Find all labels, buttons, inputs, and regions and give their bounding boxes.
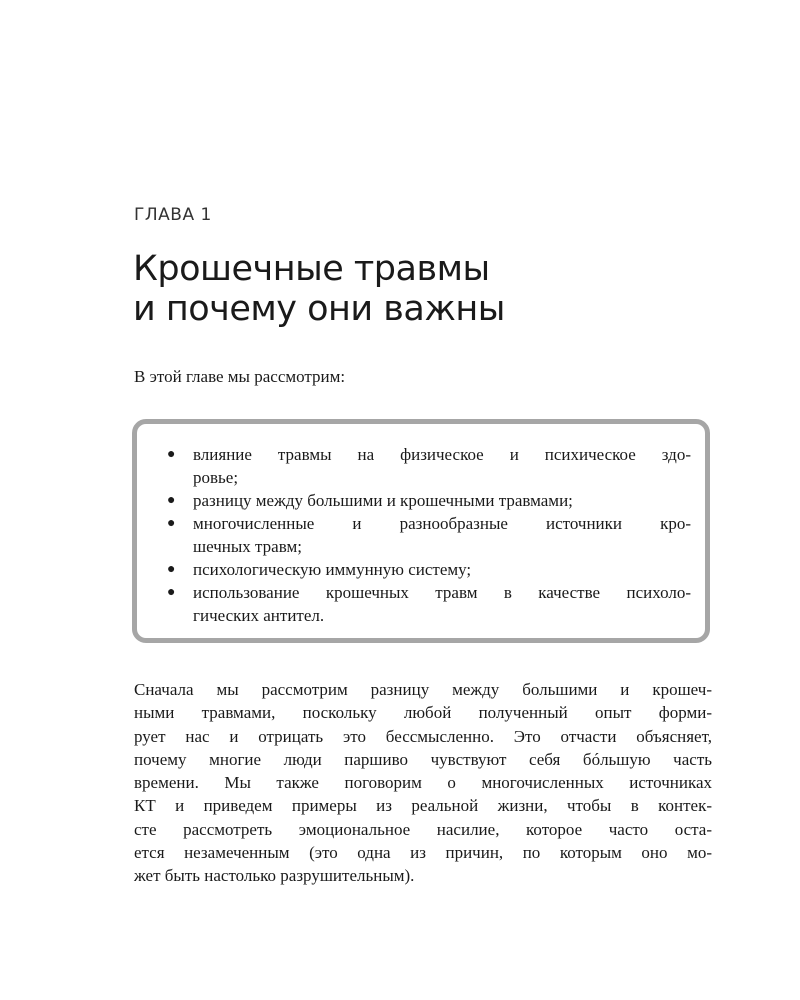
bullet-icon: ● [167, 447, 176, 462]
paragraph-line: ными травмами, поскольку любой полученный опыт форми- [134, 703, 712, 723]
bullet-icon: ● [167, 516, 176, 531]
topic-item [163, 443, 691, 489]
chapter-title-line: и почему они важны [133, 289, 505, 329]
paragraph-line: жет быть настолько разрушительным). [134, 866, 415, 886]
paragraph-line: сте рассмотреть эмоциональное насилие, которое часто оста- [134, 819, 712, 839]
bullet-icon: ● [167, 562, 176, 577]
topic-line: влияние травмы на физическое и психическое здо- [193, 445, 691, 464]
chapter-title-line: Крошечные травмы [133, 249, 490, 289]
chapter-intro: В этой главе мы рассмотрим: [134, 367, 346, 386]
topic-line: многочисленные и разнообразные источники кро- [193, 514, 691, 533]
paragraph-line: Сначала мы рассмотрим разницу между большими и крошеч- [134, 680, 712, 699]
paragraph-line: рует нас и отрицать это бессмысленно. Это отчасти объясняет, [134, 726, 712, 746]
paragraph-line: времени. Мы также поговорим о многочисленных источниках [134, 773, 712, 793]
topic-item [163, 512, 691, 558]
topic-item [163, 489, 691, 512]
topic-item [163, 581, 691, 627]
topics-list [163, 443, 691, 627]
bullet-icon: ● [167, 493, 176, 508]
paragraph-line: почему многие люди паршиво чувствуют себя бóльшую часть [134, 749, 712, 769]
bullet-icon: ● [167, 585, 176, 600]
chapter-title [133, 249, 505, 329]
topic-line: гических антител. [193, 606, 325, 625]
topic-line: психологическую иммунную систему; [193, 560, 472, 579]
topic-item [163, 558, 691, 581]
chapter-number: ГЛАВА 1 [134, 205, 212, 225]
topic-line: использование крошечных травм в качестве психоло- [193, 583, 691, 602]
body-paragraph [134, 678, 712, 888]
topics-box [132, 419, 710, 643]
paragraph-line: КТ и приведем примеры из реальной жизни, чтобы в контек- [134, 796, 712, 816]
topic-line: ровье; [193, 468, 239, 487]
paragraph-line: ется незамеченным (это одна из причин, по которым оно мо- [134, 843, 712, 863]
topic-line: разницу между большими и крошечными травмами; [193, 491, 573, 510]
topic-line: шечных травм; [193, 537, 302, 556]
